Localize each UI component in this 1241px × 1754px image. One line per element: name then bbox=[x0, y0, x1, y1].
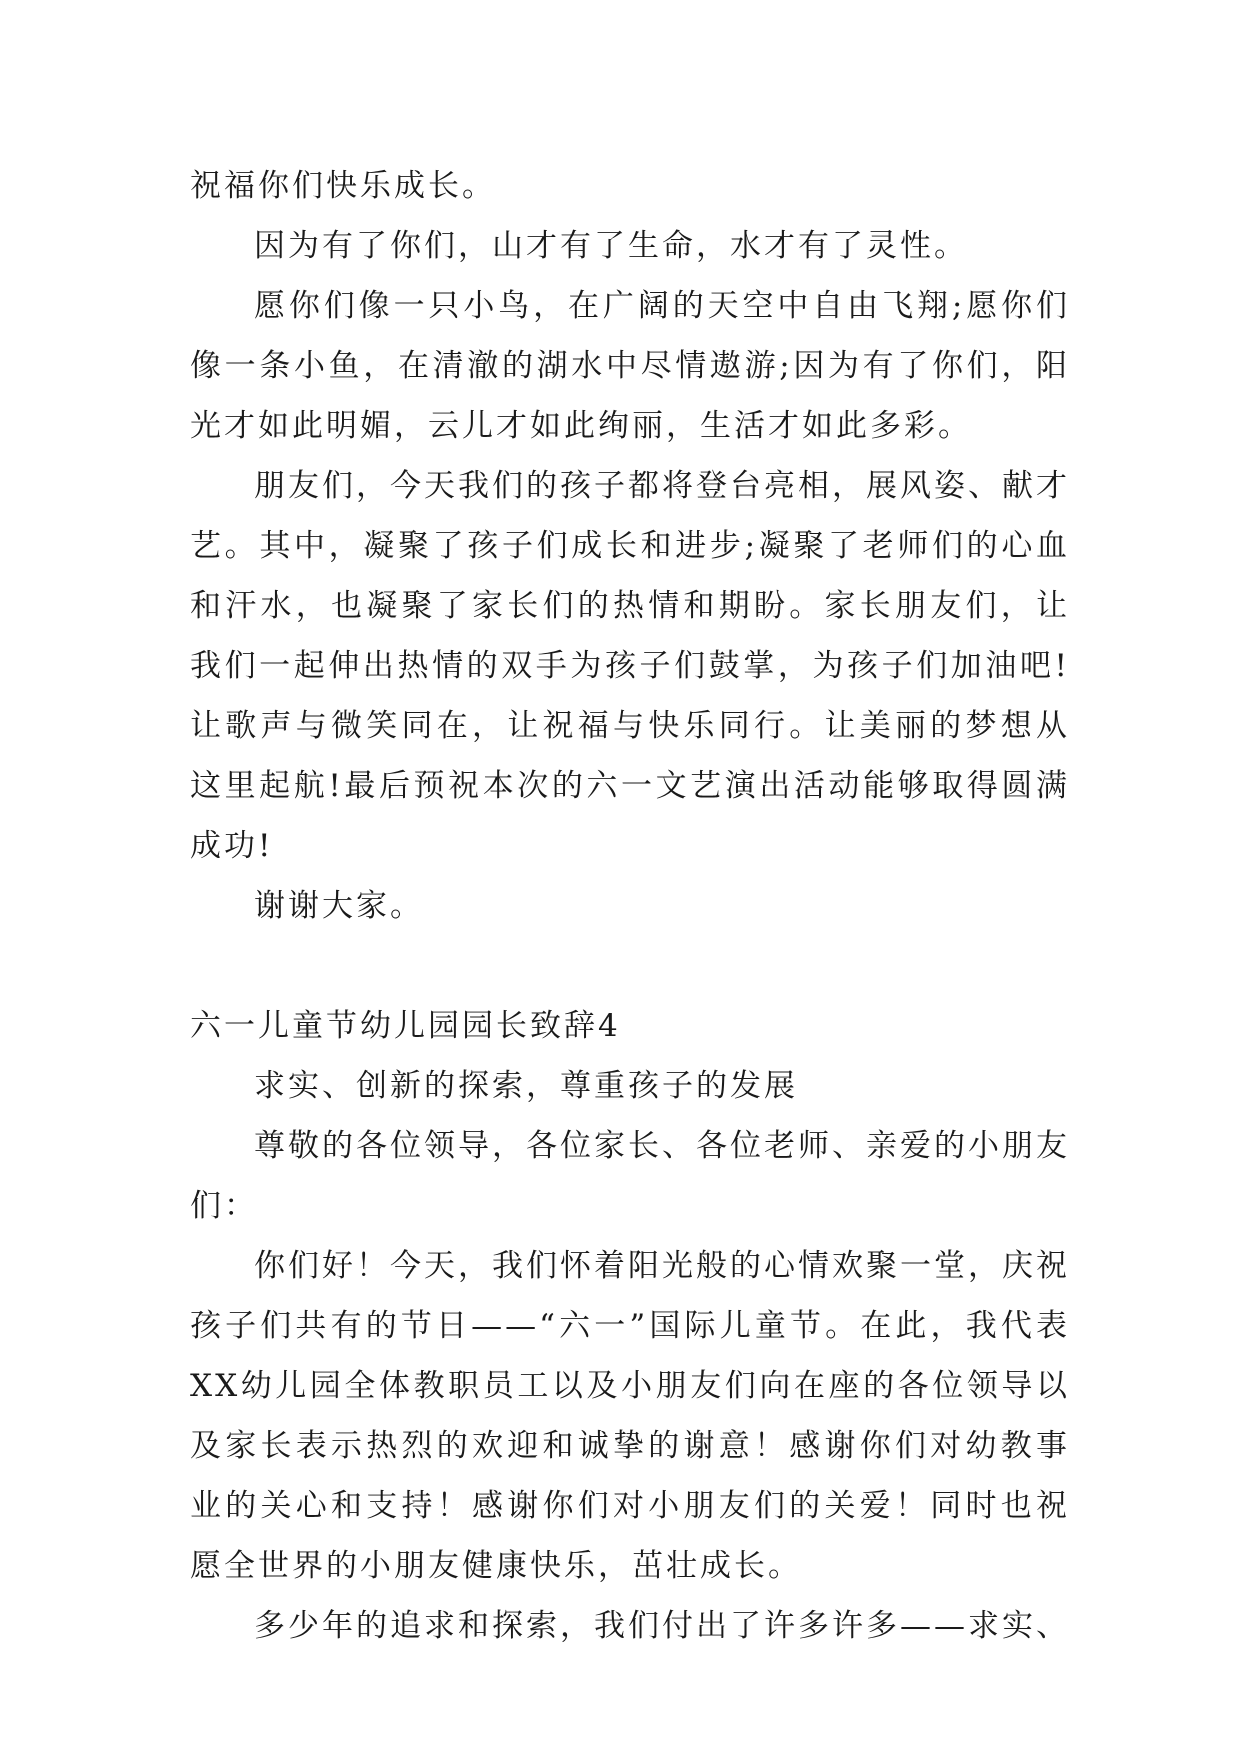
paragraph: 你们好！今天，我们怀着阳光般的心情欢聚一堂，庆祝孩子们共有的节日——“六一”国际儿童节。在此，我代表XX幼儿园全体教职员工以及小朋友们向在座的各位领导以及家长表示热烈的欢迎和诚挚的谢意！感谢你们对幼教事业的关心和支持！感谢你们对小朋友们的关爱！同时也祝愿全世界的小朋友健康快乐，茁壮成长。 bbox=[190, 1248, 1070, 1584]
paragraph-continuation: 祝福你们快乐成长。 bbox=[190, 168, 496, 204]
paragraph: 愿你们像一只小鸟，在广阔的天空中自由飞翔;愿你们像一条小鱼，在清澈的湖水中尽情遨游;因为有了你们，阳光才如此明媚，云儿才如此绚丽，生活才如此多彩。 bbox=[190, 288, 1070, 444]
section-subtitle: 求实、创新的探索，尊重孩子的发展 bbox=[254, 1068, 798, 1104]
paragraph: 朋友们，今天我们的孩子都将登台亮相，展风姿、献才艺。其中，凝聚了孩子们成长和进步;凝聚了老师们的心血和汗水，也凝聚了家长们的热情和期盼。家长朋友们，让我们一起伸出热情的双手为孩子们鼓掌，为孩子们加油吧!让歌声与微笑同在，让祝福与快乐同行。让美丽的梦想从这里起航!最后预祝本次的六一文艺演出活动能够取得圆满成功! bbox=[190, 468, 1070, 864]
paragraph-thanks: 谢谢大家。 bbox=[254, 888, 424, 924]
greeting: 尊敬的各位领导，各位家长、各位老师、亲爱的小朋友们： bbox=[190, 1128, 1070, 1224]
paragraph: 因为有了你们，山才有了生命，水才有了灵性。 bbox=[254, 228, 968, 264]
section-title: 六一儿童节幼儿园园长致辞4 bbox=[190, 1008, 621, 1044]
paragraph: 多少年的追求和探索，我们付出了许多许多——求实、 bbox=[254, 1608, 1070, 1644]
document-page bbox=[190, 156, 1070, 1656]
